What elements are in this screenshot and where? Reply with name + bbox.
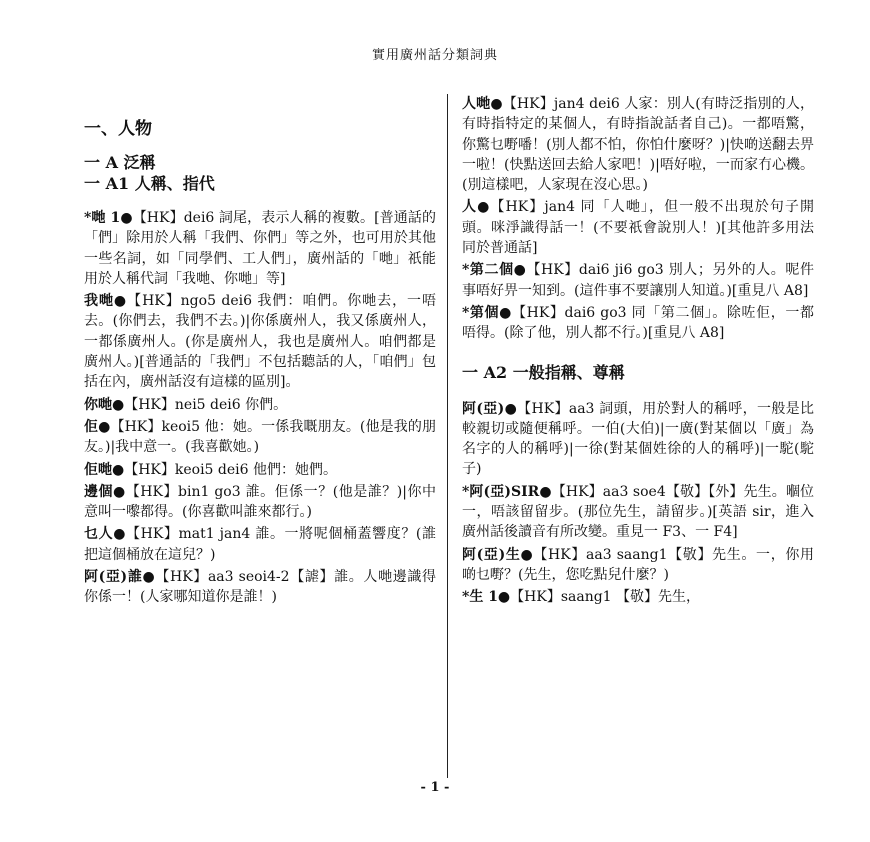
dictionary-entry bbox=[462, 587, 814, 607]
dictionary-entry bbox=[462, 399, 814, 480]
dictionary-entry bbox=[462, 303, 814, 344]
entry-headword: *哋 1● bbox=[84, 210, 133, 226]
dictionary-entry bbox=[462, 94, 814, 195]
right-column bbox=[462, 94, 814, 610]
entry-body: 【HK】ngo5 dei6 我們：咱們。你哋去，一唔去。(你們去，我們不去。)|你係廣州人，我又係廣州人，一都係廣州人。(你是廣州人，我也是廣州人。咱們都是廣州人。)[普通話的「我們」不包括聽話的人，「咱們」包括在內，廣州話沒有這樣的區別]。 bbox=[84, 293, 437, 391]
entry-headword: 人哋● bbox=[462, 96, 503, 112]
dictionary-entry bbox=[462, 197, 814, 258]
entry-headword: 阿(亞)生● bbox=[462, 546, 534, 563]
entry-body: 【HK】keoi5 他：她。一係我嘅朋友。(他是我的朋友。)|我中意一。(我喜歡她。) bbox=[84, 418, 436, 456]
dictionary-entry bbox=[84, 417, 436, 458]
dictionary-entry bbox=[462, 260, 814, 301]
entry-headword: 佢哋● bbox=[84, 461, 125, 478]
subsection-heading: 一 A1 人稱、指代 bbox=[84, 174, 215, 193]
entry-headword: 乜人● bbox=[84, 526, 127, 543]
entry-body: 【HK】mat1 jan4 誰。一將呢個桶蓋響度？(誰把這個桶放在這兒？) bbox=[84, 526, 436, 563]
entry-headword: *阿(亞)SIR● bbox=[462, 483, 552, 500]
entry-headword: 阿(亞)● bbox=[462, 400, 518, 417]
entry-body: 【HK】keoi5 dei6 他們：她們。 bbox=[124, 461, 338, 478]
dictionary-entry bbox=[84, 291, 436, 392]
entry-body: 【HK】jan4 同「人哋」，但一般不出現於句子開頭。咪淨識得話一！(不要祇會說別人！)[其他許多用法同於普通話] bbox=[462, 199, 815, 257]
entry-headword: 人● bbox=[462, 199, 491, 216]
page-header: 實用廣州話分類詞典 bbox=[371, 48, 498, 63]
dictionary-entry bbox=[84, 208, 436, 289]
dictionary-entry bbox=[462, 482, 814, 543]
entry-body: 【HK】saang1 【敬】先生， bbox=[510, 589, 701, 606]
dictionary-entry bbox=[84, 482, 436, 523]
dictionary-entry bbox=[84, 395, 436, 415]
subsection-heading: 一 A 泛稱 bbox=[84, 153, 156, 172]
entry-headword: 阿(亞)誰● bbox=[84, 569, 156, 586]
entry-headword: *生 1● bbox=[462, 589, 511, 606]
page-number: - 1 - bbox=[420, 780, 450, 795]
entry-headword: *第個● bbox=[462, 304, 512, 321]
entry-headword: *第二個● bbox=[462, 262, 527, 279]
dictionary-entry bbox=[84, 460, 436, 480]
entry-body: 【HK】aa3 soe4【敬】【外】先生。嗰位一，唔該留留步。(那位先生，請留步。)[英語 sir，進入廣州話後讀音有所改變。重見一 F3、一 F4] bbox=[462, 483, 814, 541]
dictionary-entry bbox=[462, 545, 814, 586]
entry-body: 【HK】dai6 go3 同「第二個」。除咗佢，一都唔得。(除了他，別人都不行。)[重見八 A8] bbox=[462, 304, 814, 342]
dictionary-entry bbox=[84, 567, 436, 608]
entry-body: 【HK】aa3 saang1【敬】先生。一，你用啲乜嘢？(先生，您吃點兒什麼？) bbox=[462, 546, 815, 583]
entry-headword: 你哋● bbox=[84, 396, 125, 413]
entry-body: 【HK】dai6 ji6 go3 別人；另外的人。呢件事唔好畀一知到。(這件事不要讓別人知道。)[重見八 A8] bbox=[462, 262, 814, 299]
entry-body: 【HK】aa3 詞頭，用於對人的稱呼，一般是比較親切或隨便稱呼。一伯(大伯)|一廣(對某個以「廣」為名字的人的稱呼)|一徐(對某個姓徐的人的稱呼)|一駝(駝子) bbox=[462, 400, 815, 478]
left-column bbox=[84, 118, 436, 610]
entry-body: 【HK】bin1 go3 誰。佢係一？(他是誰？)|你中意叫一嚟都得。(你喜歡叫誰來都行。) bbox=[84, 483, 436, 521]
column-divider bbox=[447, 94, 448, 778]
dictionary-entry bbox=[84, 524, 436, 565]
entry-headword: 佢● bbox=[84, 418, 111, 435]
entry-body: 【HK】dei6 詞尾，表示人稱的複數。[普通話的「們」除用於人稱「我們、你們」等之外，也可用於其他一些名詞，如「同學們、工人們」，廣州話的「哋」祇能用於人稱代詞「我哋、你哋」等] bbox=[84, 210, 436, 287]
section-heading: 一、人物 bbox=[84, 119, 152, 139]
entry-body: 【HK】nei5 dei6 你們。 bbox=[124, 396, 288, 413]
entry-body: 【HK】aa3 seoi4-2【謔】誰。人哋邊識得你係一！(人家哪知道你是誰！) bbox=[84, 569, 437, 606]
entry-headword: 我哋● bbox=[84, 293, 128, 310]
subsection-heading: 一 A2 一般指稱、尊稱 bbox=[462, 362, 625, 382]
entry-body: 【HK】jan4 dei6 人家：別人(有時泛指別的人，有時指特定的某個人，有時指說話者自己)。一都唔驚，你驚乜嘢噃！(別人都不怕，你怕什麼呀？)|快啲送翻去畀一啦！(快點送回去給人家吧！)|唔好啦，一而家冇心機。(別這樣吧，人家現在沒心思。) bbox=[462, 96, 814, 194]
entry-headword: 邊個● bbox=[84, 483, 126, 500]
